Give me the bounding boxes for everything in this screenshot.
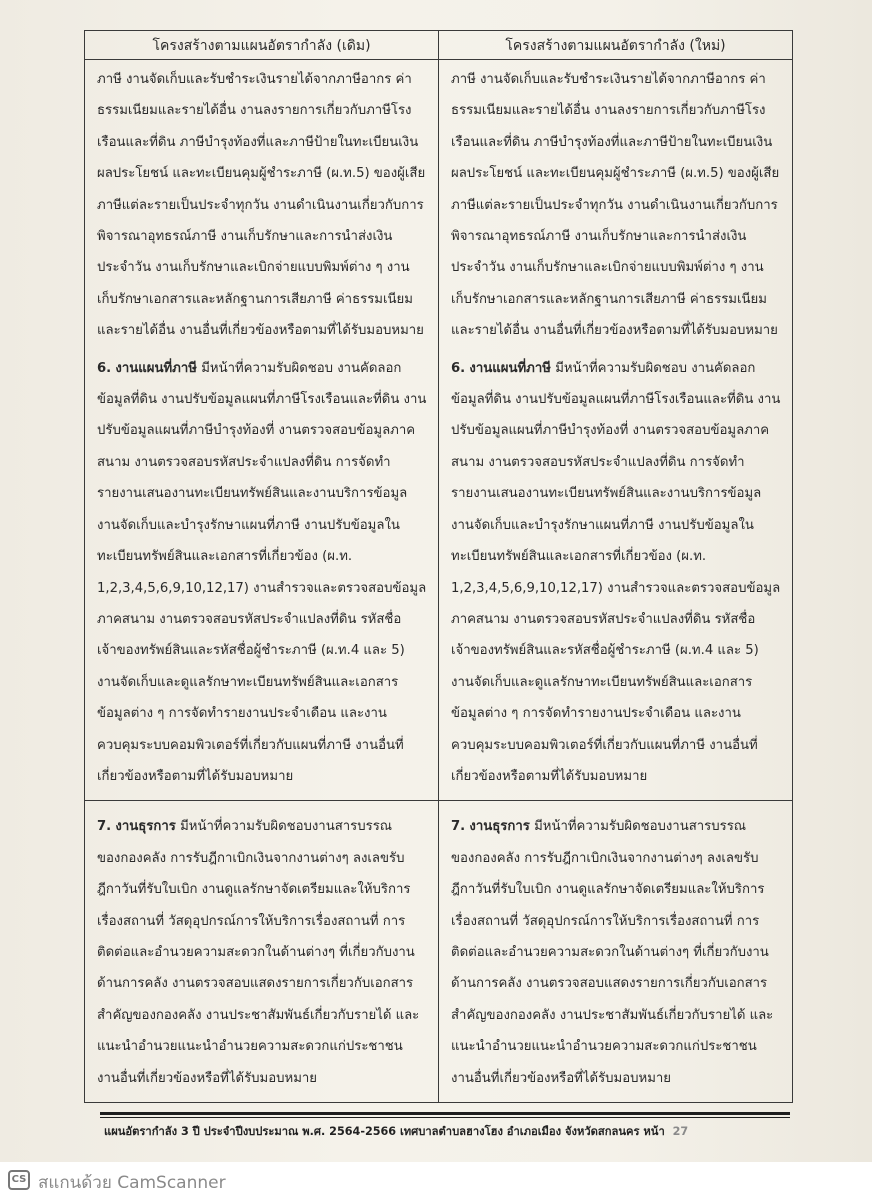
old-column	[85, 801, 439, 1103]
footer-text: แผนอัตรากำลัง 3 ปี ประจำปีงบประมาณ พ.ศ. 2564-2566 เทศบาลตำบลฮางโฮง อำเภอเมือง จังหวัดสกลนคร หน้า	[104, 1125, 665, 1138]
tax-collection-paragraph	[451, 64, 782, 347]
admin-paragraph	[97, 811, 428, 1094]
camscanner-logo-icon: CS	[8, 1170, 30, 1190]
paragraph-text: มีหน้าที่ความรับผิดชอบงานสารบรรณของกองคลัง การรับฎีกาเบิกเงินจากงานต่างๆ ลงเลขรับฎีกาวันที่รับใบเบิก งานดูแลรักษาจัดเตรียมและให้บริการเรื่องสถานที่ วัสดุอุปกรณ์การให้บริการเรื่องสถานที่ การติดต่อและอำนวยความสะดวกในด้านต่างๆ ที่เกี่ยวกับงานด้านการคลัง งานตรวจสอบแสดงรายการเกี่ยวกับเอกสารสำคัญของกองคลัง งานประชาสัมพันธ์เกี่ยวกับรายได้ และแนะนำอำนวยแนะนำอำนวยความสะดวกแก่ประชาชน งานอื่นที่เกี่ยวข้องหรือที่ได้รับมอบหมาย	[97, 819, 420, 1086]
paragraph-number: 7.	[97, 819, 112, 835]
table-row	[85, 801, 793, 1103]
paragraph-text: มีหน้าที่ความรับผิดชอบ งานคัดลอกข้อมูลที่ดิน งานปรับข้อมูลแผนที่ภาษีโรงเรือนและที่ดิน งานปรับข้อมูลแผนที่ภาษีบำรุงท้องที่ งานตรวจสอบข้อมูลภาคสนาม งานตรวจสอบรหัสประจำแปลงที่ดิน การจัดทำรายงานเสนองานทะเบียนทรัพย์สินและงานบริการข้อมูล งานจัดเก็บและบำรุงรักษาแผนที่ภาษี งานปรับข้อมูลในทะเบียนทรัพย์สินและเอกสารที่เกี่ยวข้อง (ผ.ท. 1,2,3,4,5,6,9,10,12,17) งานสำรวจและตรวจสอบข้อมูลภาคสนาม งานตรวจสอบรหัสประจำแปลงที่ดิน รหัสชื่อเจ้าของทรัพย์สินและรหัสชื่อผู้ชำระภาษี (ผ.ท.4 และ 5) งานจัดเก็บและดูแลรักษาทะเบียนทรัพย์สินและเอกสาร ข้อมูลต่าง ๆ การจัดทำรายงานประจำเดือน และงานควบคุมระบบคอมพิวเตอร์ที่เกี่ยวกับแผนที่ภาษี งานอื่นที่เกี่ยวข้องหรือตามที่ได้รับมอบหมาย	[451, 360, 781, 784]
comparison-table	[84, 30, 793, 1103]
old-column	[85, 60, 439, 801]
paragraph-number: 6.	[451, 360, 466, 376]
paragraph-number: 7.	[451, 819, 466, 835]
new-column	[439, 60, 793, 801]
paragraph-number: 6.	[97, 360, 112, 376]
tax-map-paragraph	[451, 353, 782, 793]
table-header-row	[85, 31, 793, 60]
table-row	[85, 60, 793, 801]
scanner-watermark-bar	[0, 1162, 872, 1200]
watermark-text: สแกนด้วย CamScanner	[38, 1173, 226, 1193]
footer-divider	[100, 1112, 790, 1115]
tax-map-paragraph	[97, 353, 428, 793]
new-column	[439, 801, 793, 1103]
paragraph-heading: งานแผนที่ภาษี	[115, 360, 197, 376]
footer-divider-thin	[100, 1117, 790, 1118]
paragraph-text: ภาษี งานจัดเก็บและรับชำระเงินรายได้จากภาษีอากร ค่าธรรมเนียมและรายได้อื่น งานลงรายการเกี่ยวกับภาษีโรงเรือนและที่ดิน ภาษีบำรุงท้องที่และภาษีป้ายในทะเบียนเงินผลประโยชน์ และทะเบียนคุมผู้ชำระภาษี (ผ.ท.5) ของผู้เสียภาษีแต่ละรายเป็นประจำทุกวัน งานดำเนินงานเกี่ยวกับการพิจารณาอุทธรณ์ภาษี งานเก็บรักษาและการนำส่งเงินประจำวัน งานเก็บรักษาและเบิกจ่ายแบบพิมพ์ต่าง ๆ งานเก็บรักษาเอกสารและหลักฐานการเสียภาษี ค่าธรรมเนียมและรายได้อื่น งานอื่นที่เกี่ยวข้องหรือตามที่ได้รับมอบหมาย	[97, 72, 426, 339]
header-old-structure: โครงสร้างตามแผนอัตรากำลัง (เดิม)	[85, 31, 439, 60]
tax-collection-paragraph	[97, 64, 428, 347]
paragraph-heading: งานแผนที่ภาษี	[469, 360, 551, 376]
page-number: 27	[672, 1125, 689, 1138]
admin-paragraph	[451, 811, 782, 1094]
paragraph-heading: งานธุรการ	[115, 819, 176, 835]
page-footer	[104, 1122, 794, 1140]
paragraph-heading: งานธุรการ	[469, 819, 530, 835]
paragraph-text: ภาษี งานจัดเก็บและรับชำระเงินรายได้จากภาษีอากร ค่าธรรมเนียมและรายได้อื่น งานลงรายการเกี่ยวกับภาษีโรงเรือนและที่ดิน ภาษีบำรุงท้องที่และภาษีป้ายในทะเบียนเงินผลประโยชน์ และทะเบียนคุมผู้ชำระภาษี (ผ.ท.5) ของผู้เสียภาษีแต่ละรายเป็นประจำทุกวัน งานดำเนินงานเกี่ยวกับการพิจารณาอุทธรณ์ภาษี งานเก็บรักษาและการนำส่งเงินประจำวัน งานเก็บรักษาและเบิกจ่ายแบบพิมพ์ต่าง ๆ งานเก็บรักษาเอกสารและหลักฐานการเสียภาษี ค่าธรรมเนียมและรายได้อื่น งานอื่นที่เกี่ยวข้องหรือตามที่ได้รับมอบหมาย	[451, 72, 780, 339]
paragraph-text: มีหน้าที่ความรับผิดชอบ งานคัดลอกข้อมูลที่ดิน งานปรับข้อมูลแผนที่ภาษีโรงเรือนและที่ดิน งานปรับข้อมูลแผนที่ภาษีบำรุงท้องที่ งานตรวจสอบข้อมูลภาคสนาม งานตรวจสอบรหัสประจำแปลงที่ดิน การจัดทำรายงานเสนองานทะเบียนทรัพย์สินและงานบริการข้อมูล งานจัดเก็บและบำรุงรักษาแผนที่ภาษี งานปรับข้อมูลในทะเบียนทรัพย์สินและเอกสารที่เกี่ยวข้อง (ผ.ท. 1,2,3,4,5,6,9,10,12,17) งานสำรวจและตรวจสอบข้อมูลภาคสนาม งานตรวจสอบรหัสประจำแปลงที่ดิน รหัสชื่อเจ้าของทรัพย์สินและรหัสชื่อผู้ชำระภาษี (ผ.ท.4 และ 5) งานจัดเก็บและดูแลรักษาทะเบียนทรัพย์สินและเอกสาร ข้อมูลต่าง ๆ การจัดทำรายงานประจำเดือน และงานควบคุมระบบคอมพิวเตอร์ที่เกี่ยวกับแผนที่ภาษี งานอื่นที่เกี่ยวข้องหรือตามที่ได้รับมอบหมาย	[97, 360, 427, 784]
header-new-structure: โครงสร้างตามแผนอัตรากำลัง (ใหม่)	[439, 31, 793, 60]
paragraph-text: มีหน้าที่ความรับผิดชอบงานสารบรรณของกองคลัง การรับฎีกาเบิกเงินจากงานต่างๆ ลงเลขรับฎีกาวันที่รับใบเบิก งานดูแลรักษาจัดเตรียมและให้บริการเรื่องสถานที่ วัสดุอุปกรณ์การให้บริการเรื่องสถานที่ การติดต่อและอำนวยความสะดวกในด้านต่างๆ ที่เกี่ยวกับงานด้านการคลัง งานตรวจสอบแสดงรายการเกี่ยวกับเอกสารสำคัญของกองคลัง งานประชาสัมพันธ์เกี่ยวกับรายได้ และแนะนำอำนวยแนะนำอำนวยความสะดวกแก่ประชาชน งานอื่นที่เกี่ยวข้องหรือที่ได้รับมอบหมาย	[451, 819, 774, 1086]
